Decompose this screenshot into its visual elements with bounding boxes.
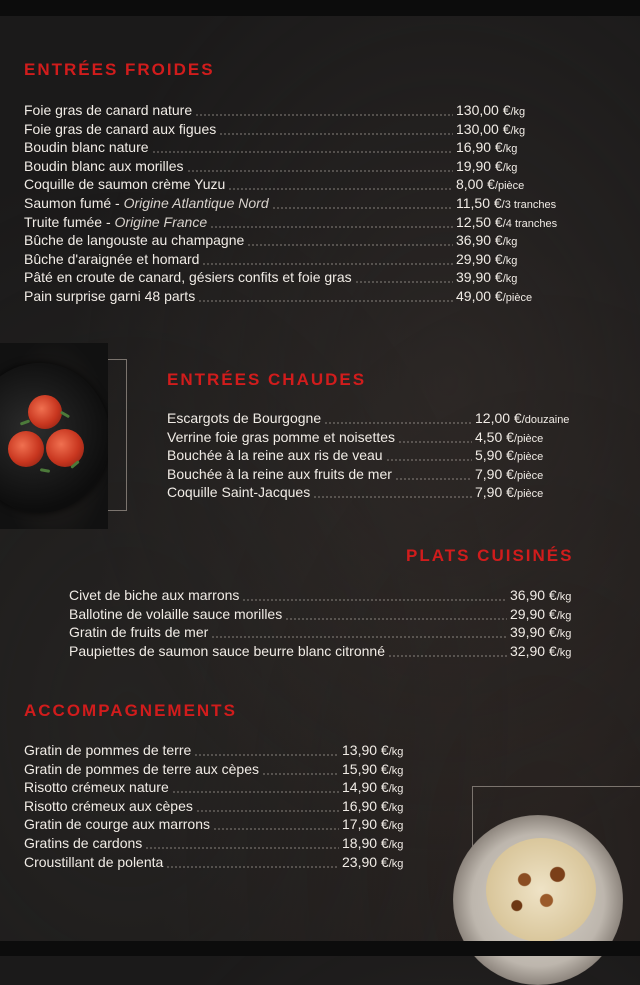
menu-list bbox=[24, 741, 444, 871]
price-unit: /pièce bbox=[513, 469, 544, 482]
item-name bbox=[24, 250, 199, 269]
dot-leader bbox=[313, 496, 472, 498]
price-value: 14,90 € bbox=[342, 779, 389, 796]
section-entrees-chaudes bbox=[167, 370, 617, 501]
item-price bbox=[475, 446, 543, 467]
price-unit: /kg bbox=[556, 609, 572, 622]
price-value: 12,00 € bbox=[475, 410, 522, 426]
menu-item bbox=[69, 586, 629, 605]
menu-list bbox=[69, 586, 629, 660]
price-value: 7,90 € bbox=[475, 465, 514, 482]
price-unit: /kg bbox=[502, 236, 518, 249]
menu-item bbox=[24, 815, 444, 834]
price-value: 4,50 € bbox=[475, 428, 514, 445]
item-name-text: Civet de biche aux marrons bbox=[69, 587, 240, 603]
dot-leader bbox=[324, 422, 472, 424]
menu-item bbox=[24, 250, 624, 269]
menu-item bbox=[24, 194, 624, 213]
item-price bbox=[510, 642, 571, 663]
item-price bbox=[475, 483, 543, 504]
item-name bbox=[24, 138, 149, 157]
price-unit: /4 tranches bbox=[502, 217, 558, 230]
item-price bbox=[456, 250, 517, 271]
menu-item bbox=[24, 101, 624, 120]
price-value: 39,90 € bbox=[456, 269, 503, 286]
menu-item bbox=[24, 213, 624, 232]
item-name bbox=[24, 231, 244, 250]
item-name-text: Pain surprise garni 48 parts bbox=[24, 287, 196, 304]
price-unit: /kg bbox=[388, 820, 404, 833]
menu-item bbox=[167, 446, 617, 465]
price-unit: /kg bbox=[502, 273, 518, 286]
item-name bbox=[24, 157, 184, 176]
item-name-text: Paupiettes de saumon sauce beurre blanc citronné bbox=[69, 642, 385, 659]
section-title: ACCOMPAGNEMENTS bbox=[24, 701, 237, 720]
item-origin: Origine Atlantique Nord bbox=[123, 194, 269, 211]
photo-frame bbox=[108, 359, 127, 511]
item-name bbox=[24, 778, 169, 797]
item-name-text: Foie gras de canard aux figues bbox=[24, 120, 217, 137]
menu-item bbox=[24, 287, 624, 306]
item-price bbox=[342, 815, 403, 836]
dot-leader bbox=[152, 151, 453, 153]
item-name bbox=[167, 483, 310, 502]
item-name bbox=[24, 815, 210, 834]
item-name-text: Saumon fumé - bbox=[24, 194, 124, 211]
dot-leader bbox=[219, 133, 453, 135]
item-price bbox=[456, 268, 517, 289]
item-name-text: Coquille de saumon crème Yuzu bbox=[24, 176, 226, 193]
price-value: 17,90 € bbox=[342, 816, 389, 833]
item-name bbox=[24, 175, 225, 194]
item-name-text: Gratin de courge aux marrons bbox=[24, 816, 210, 833]
item-name bbox=[69, 586, 239, 605]
item-name-text: Gratin de fruits de mer bbox=[69, 624, 209, 641]
item-price bbox=[475, 409, 569, 430]
item-name bbox=[69, 623, 208, 642]
price-unit: /kg bbox=[502, 143, 518, 156]
dot-leader bbox=[172, 791, 339, 793]
price-value: 49,00 € bbox=[456, 287, 503, 304]
dot-leader bbox=[196, 810, 339, 812]
price-unit: /kg bbox=[556, 591, 572, 603]
section-title: ENTRÉES CHAUDES bbox=[167, 370, 367, 389]
item-name-text: Bouchée à la reine aux ris de veau bbox=[167, 447, 383, 464]
menu-item bbox=[24, 120, 624, 139]
item-name bbox=[167, 446, 383, 465]
dot-leader bbox=[395, 478, 472, 480]
item-name-text: Foie gras de canard nature bbox=[24, 102, 193, 118]
item-price bbox=[456, 101, 525, 122]
dot-leader bbox=[166, 866, 339, 868]
item-name-text: Gratin de pommes de terre bbox=[24, 742, 192, 758]
menu-item bbox=[69, 642, 629, 661]
dot-leader bbox=[195, 114, 453, 116]
item-name bbox=[24, 853, 163, 872]
price-unit: /kg bbox=[388, 783, 404, 796]
price-value: 19,90 € bbox=[456, 157, 503, 174]
price-unit: /kg bbox=[510, 106, 526, 118]
price-unit: /douzaine bbox=[521, 414, 570, 426]
menu-item bbox=[24, 231, 624, 250]
menu-list bbox=[167, 409, 617, 502]
item-name-text: Gratin de pommes de terre aux cèpes bbox=[24, 760, 260, 777]
price-value: 23,90 € bbox=[342, 853, 389, 870]
item-price bbox=[510, 605, 571, 626]
item-price bbox=[456, 213, 557, 234]
item-price bbox=[510, 586, 571, 607]
risotto bbox=[486, 838, 596, 942]
item-name-text: Risotto crémeux nature bbox=[24, 779, 169, 796]
menu-item bbox=[24, 268, 624, 287]
dot-leader bbox=[388, 655, 507, 657]
item-price bbox=[456, 175, 524, 196]
item-name bbox=[24, 287, 195, 306]
price-unit: /kg bbox=[502, 254, 518, 267]
item-name bbox=[24, 268, 352, 287]
item-name-text: Bouchée à la reine aux fruits de mer bbox=[167, 465, 392, 482]
price-value: 5,90 € bbox=[475, 447, 514, 464]
item-price bbox=[342, 760, 403, 781]
price-value: 36,90 € bbox=[456, 232, 503, 249]
price-unit: /kg bbox=[510, 124, 526, 137]
dot-leader bbox=[187, 170, 453, 172]
salmon-rose bbox=[28, 395, 62, 429]
price-unit: /pièce bbox=[513, 451, 544, 464]
dot-leader bbox=[210, 226, 453, 228]
item-price bbox=[342, 778, 403, 799]
dot-leader bbox=[242, 599, 507, 601]
price-value: 29,90 € bbox=[456, 250, 503, 267]
item-name-text: Boudin blanc aux morilles bbox=[24, 157, 184, 174]
item-name bbox=[24, 213, 207, 232]
price-value: 32,90 € bbox=[510, 642, 557, 659]
item-name bbox=[24, 760, 259, 779]
price-value: 39,90 € bbox=[510, 624, 557, 641]
price-unit: /pièce bbox=[513, 432, 544, 445]
menu-item bbox=[167, 483, 617, 502]
item-name-text: Truite fumée - bbox=[24, 213, 115, 230]
menu-item bbox=[69, 623, 629, 642]
item-origin: Origine France bbox=[114, 213, 208, 230]
menu-item bbox=[24, 853, 444, 872]
price-unit: /kg bbox=[388, 764, 404, 777]
item-name-text: Risotto crémeux aux cèpes bbox=[24, 797, 193, 814]
item-name bbox=[24, 741, 191, 760]
price-value: 13,90 € bbox=[342, 742, 389, 758]
item-name bbox=[167, 409, 321, 428]
menu-list bbox=[24, 101, 624, 306]
dot-leader bbox=[145, 847, 339, 849]
dot-leader bbox=[211, 636, 507, 638]
menu-item bbox=[24, 834, 444, 853]
menu-item bbox=[167, 465, 617, 484]
item-price bbox=[342, 741, 403, 762]
item-name-text: Ballotine de volaille sauce morilles bbox=[69, 605, 283, 622]
dot-leader bbox=[202, 263, 453, 265]
price-value: 8,00 € bbox=[456, 176, 495, 193]
price-unit: /kg bbox=[388, 838, 404, 851]
menu-item bbox=[167, 428, 617, 447]
price-value: 15,90 € bbox=[342, 760, 389, 777]
item-price bbox=[456, 120, 525, 141]
price-value: 29,90 € bbox=[510, 605, 557, 622]
menu-item bbox=[24, 778, 444, 797]
item-name-text: Croustillant de polenta bbox=[24, 853, 164, 870]
menu-item bbox=[24, 175, 624, 194]
dot-leader bbox=[355, 281, 453, 283]
salmon-rose bbox=[8, 431, 44, 467]
price-value: 130,00 € bbox=[456, 120, 511, 137]
item-name bbox=[69, 605, 282, 624]
item-price bbox=[456, 287, 532, 308]
item-price bbox=[510, 623, 571, 644]
item-price bbox=[456, 138, 517, 159]
item-price bbox=[342, 834, 403, 855]
item-name bbox=[167, 428, 395, 447]
salmon-roses-photo bbox=[0, 343, 108, 529]
item-name bbox=[24, 101, 192, 120]
price-value: 12,50 € bbox=[456, 213, 503, 230]
section-entrees-froides bbox=[24, 60, 624, 304]
item-name-text: Pâté en croute de canard, gésiers confits et foie gras bbox=[24, 269, 352, 286]
item-price bbox=[456, 157, 517, 178]
dot-leader bbox=[398, 441, 472, 443]
price-unit: /pièce bbox=[513, 488, 544, 501]
menu-item bbox=[69, 605, 629, 624]
dot-leader bbox=[228, 188, 453, 190]
price-value: 36,90 € bbox=[510, 587, 557, 603]
item-name-text: Gratins de cardons bbox=[24, 834, 143, 851]
section-title: PLATS CUISINÉS bbox=[406, 546, 574, 565]
item-name-text: Coquille Saint-Jacques bbox=[167, 484, 311, 501]
item-name bbox=[24, 797, 193, 816]
item-price bbox=[342, 853, 403, 874]
item-price bbox=[456, 194, 556, 215]
price-unit: /pièce bbox=[494, 180, 525, 193]
menu-item bbox=[24, 138, 624, 157]
price-value: 16,90 € bbox=[456, 139, 503, 156]
price-unit: /3 tranches bbox=[501, 198, 557, 211]
price-unit: /kg bbox=[556, 646, 572, 659]
item-price bbox=[342, 797, 403, 818]
menu-item bbox=[24, 157, 624, 176]
item-name bbox=[24, 120, 216, 139]
dot-leader bbox=[285, 618, 507, 620]
price-value: 18,90 € bbox=[342, 834, 389, 851]
item-name bbox=[69, 642, 385, 661]
dot-leader bbox=[262, 773, 339, 775]
menu-item bbox=[24, 797, 444, 816]
dot-leader bbox=[198, 300, 453, 302]
section-title: ENTRÉES FROIDES bbox=[24, 60, 215, 79]
dot-leader bbox=[272, 207, 453, 209]
menu-item bbox=[167, 409, 617, 428]
price-unit: /kg bbox=[502, 161, 518, 174]
item-price bbox=[456, 231, 517, 252]
top-bar bbox=[0, 0, 640, 16]
dot-leader bbox=[247, 244, 453, 246]
item-name-text: Bûche d'araignée et homard bbox=[24, 250, 200, 267]
section-accompagnements bbox=[24, 701, 444, 870]
item-name-text: Verrine foie gras pomme et noisettes bbox=[167, 428, 396, 445]
price-value: 130,00 € bbox=[456, 102, 511, 118]
item-name-text: Bûche de langouste au champagne bbox=[24, 232, 245, 249]
item-name-text: Boudin blanc nature bbox=[24, 139, 149, 156]
item-name bbox=[24, 194, 269, 213]
item-name bbox=[167, 465, 392, 484]
price-unit: /kg bbox=[388, 857, 404, 870]
item-name bbox=[24, 834, 142, 853]
price-value: 16,90 € bbox=[342, 797, 389, 814]
menu-item bbox=[24, 741, 444, 760]
price-unit: /pièce bbox=[502, 291, 533, 304]
item-price bbox=[475, 428, 543, 449]
price-unit: /kg bbox=[388, 801, 404, 814]
price-unit: /kg bbox=[388, 746, 404, 758]
dot-leader bbox=[194, 754, 339, 756]
price-value: 11,50 € bbox=[456, 194, 502, 211]
item-price bbox=[475, 465, 543, 486]
bottom-bar bbox=[0, 941, 640, 956]
menu-item bbox=[24, 760, 444, 779]
price-value: 7,90 € bbox=[475, 484, 514, 501]
item-name-text: Escargots de Bourgogne bbox=[167, 410, 322, 426]
dot-leader bbox=[386, 459, 472, 461]
dot-leader bbox=[213, 828, 339, 830]
price-unit: /kg bbox=[556, 628, 572, 641]
